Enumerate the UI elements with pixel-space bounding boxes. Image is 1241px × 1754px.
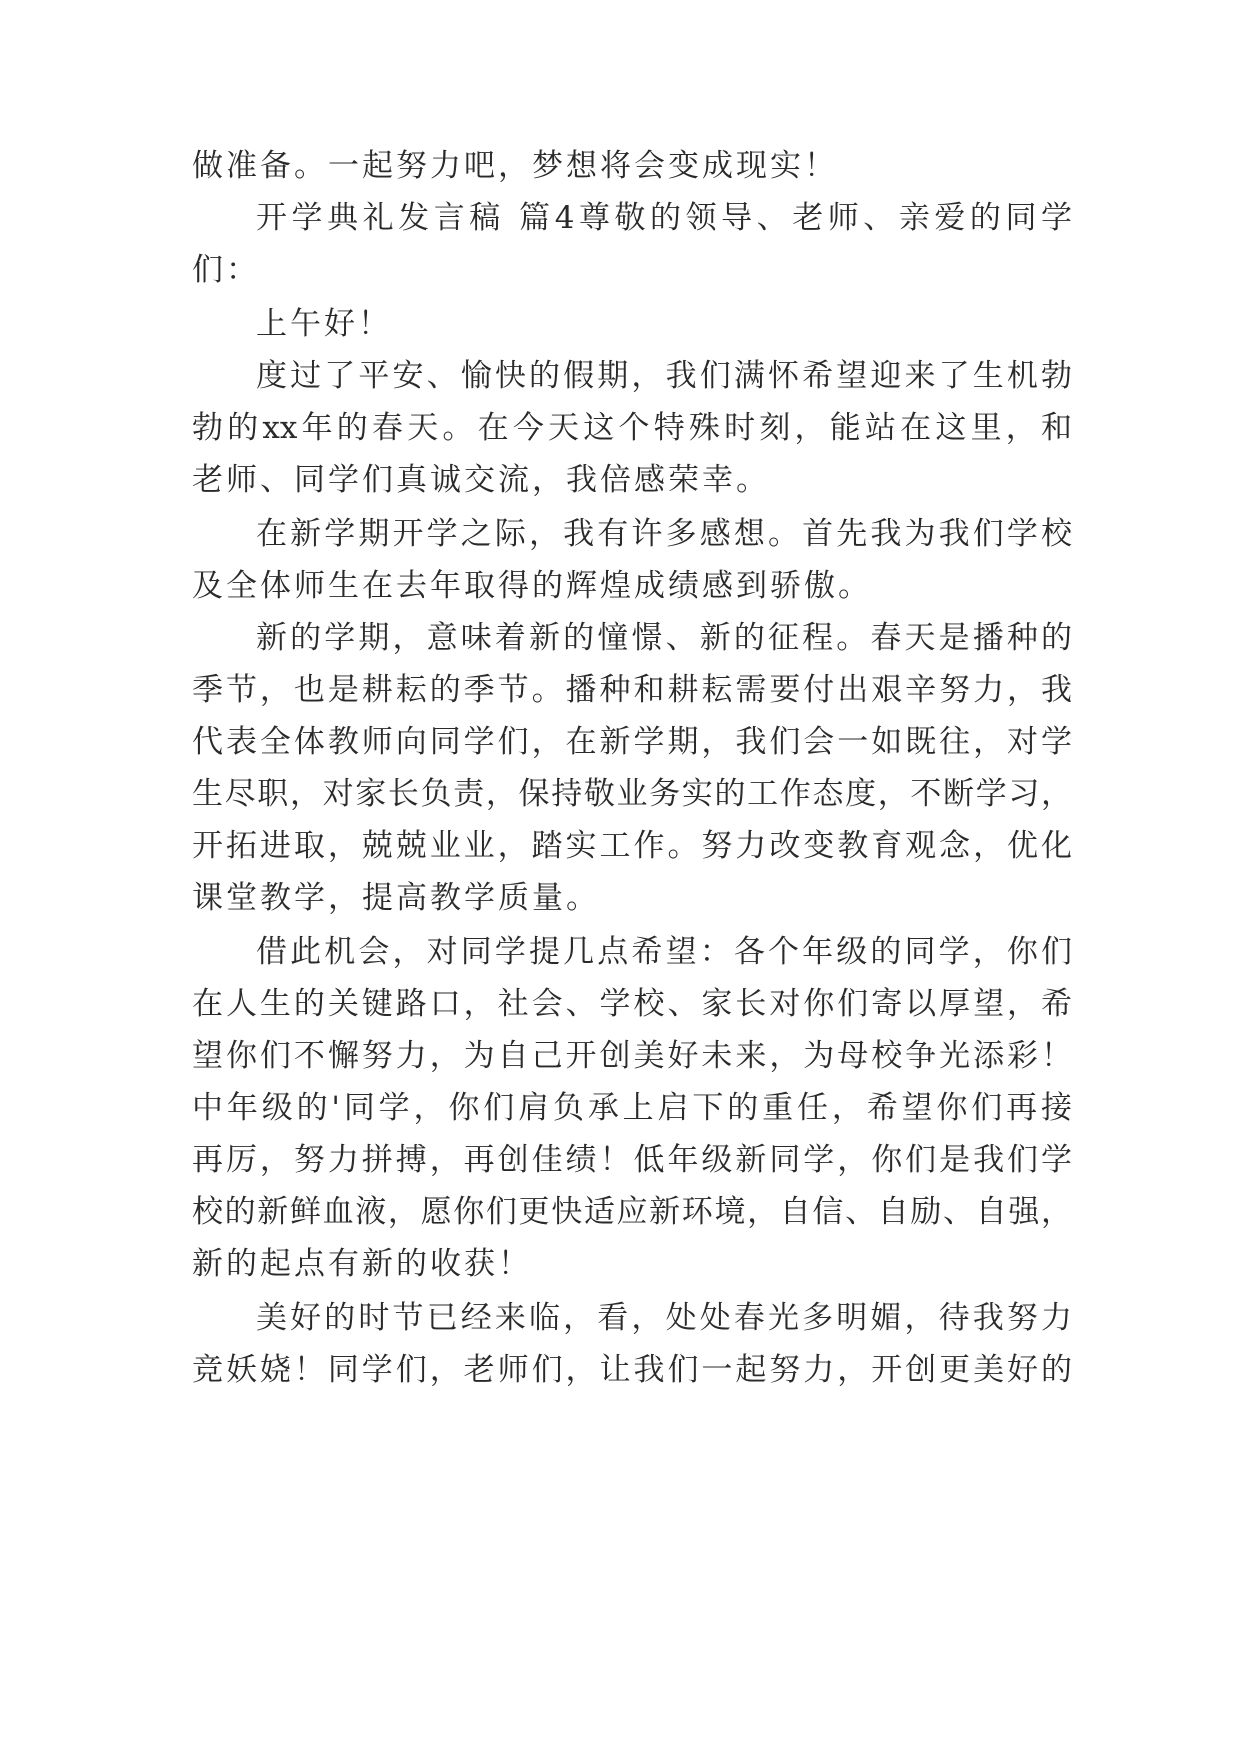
text-line: 在人生的关键路口，社会、学校、家长对你们寄以厚望，希 [192,986,1072,1022]
text-line: 生尽职，对家长负责，保持敬业务实的工作态度，不断学习， [192,776,1072,812]
text-line: 新的学期，意味着新的憧憬、新的征程。春天是播种的 [256,620,1072,656]
text-line: 中年级的'同学，你们肩负承上启下的重任，希望你们再接 [192,1090,1072,1126]
text-line: 们： [192,252,260,288]
text-line: 勃的xx年的春天。在今天这个特殊时刻，能站在这里，和 [192,410,1072,446]
text-line: 季节，也是耕耘的季节。播种和耕耘需要付出艰辛努力，我 [192,672,1072,708]
text-line: 度过了平安、愉快的假期，我们满怀希望迎来了生机勃 [256,358,1072,394]
text-line: 开学典礼发言稿 篇4尊敬的领导、老师、亲爱的同学 [256,200,1072,236]
text-line: 代表全体教师向同学们，在新学期，我们会一如既往，对学 [192,724,1072,760]
text-line: 做准备。一起努力吧，梦想将会变成现实！ [192,148,838,184]
text-line: 新的起点有新的收获！ [192,1246,532,1282]
text-line: 上午好！ [256,306,392,342]
text-line: 借此机会，对同学提几点希望：各个年级的同学，你们 [256,934,1072,970]
text-line: 开拓进取，兢兢业业，踏实工作。努力改变教育观念，优化 [192,828,1072,864]
text-line: 在新学期开学之际，我有许多感想。首先我为我们学校 [256,516,1072,552]
text-line: 老师、同学们真诚交流，我倍感荣幸。 [192,462,770,498]
text-line: 美好的时节已经来临，看，处处春光多明媚，待我努力 [256,1300,1072,1336]
text-line: 望你们不懈努力，为自己开创美好未来，为母校争光添彩！ [192,1038,1072,1074]
text-line: 再厉，努力拼搏，再创佳绩！低年级新同学，你们是我们学 [192,1142,1072,1178]
text-line: 竞妖娆！同学们，老师们，让我们一起努力，开创更美好的 [192,1352,1072,1388]
text-line: 及全体师生在去年取得的辉煌成绩感到骄傲。 [192,568,872,604]
text-line: 校的新鲜血液，愿你们更快适应新环境，自信、自励、自强， [192,1194,1072,1230]
text-line: 课堂教学，提高教学质量。 [192,880,600,916]
